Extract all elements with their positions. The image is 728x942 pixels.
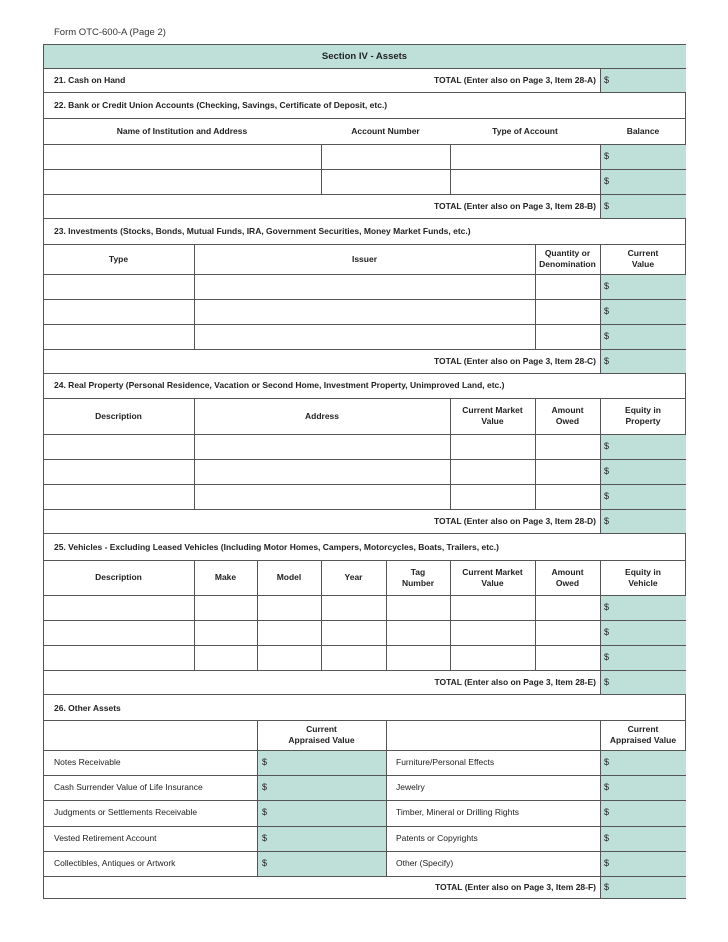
rule	[43, 670, 686, 671]
s25-total-label: TOTAL (Enter also on Page 3, Item 28-E)	[434, 676, 596, 687]
s23-header: Current Value	[627, 248, 659, 269]
form-id: Form OTC-600-A (Page 2)	[54, 27, 166, 38]
dollar-sign: $	[604, 782, 610, 792]
rule	[535, 244, 536, 349]
dollar-sign: $	[604, 602, 610, 612]
rule	[386, 720, 387, 876]
rule	[194, 560, 195, 670]
s23-header: Quantity or Denomination	[539, 248, 596, 269]
dollar-sign: $	[604, 306, 610, 316]
s23-value-field[interactable]	[601, 275, 686, 299]
rule	[43, 595, 686, 596]
rule	[43, 169, 686, 170]
dollar-sign: $	[604, 676, 610, 687]
s23-value-field[interactable]	[601, 300, 686, 324]
s22-total-field[interactable]	[601, 195, 686, 218]
rule	[600, 350, 601, 373]
rule	[600, 144, 601, 194]
s26-left-value-field[interactable]	[258, 852, 386, 876]
s25-total-field[interactable]	[601, 671, 686, 694]
s25-header: Year	[344, 572, 363, 582]
s24-header: Amount Owed	[551, 405, 584, 426]
s23-header: Type	[108, 253, 129, 264]
s25-header: Tag Number	[401, 566, 435, 588]
s26-right-item: Furniture/Personal Effects	[396, 757, 495, 767]
rule	[43, 324, 686, 325]
s26-total-field[interactable]	[601, 877, 686, 898]
dollar-sign: $	[604, 881, 610, 892]
s26-left-value-field[interactable]	[258, 801, 386, 826]
s26-left-item: Cash Surrender Value of Life Insurance	[54, 782, 203, 792]
s22-total-label: TOTAL (Enter also on Page 3, Item 28-B)	[433, 200, 596, 211]
dollar-sign: $	[262, 807, 268, 817]
s26-right-value-field[interactable]	[601, 776, 686, 800]
rule	[43, 620, 686, 621]
rule	[43, 144, 686, 145]
dollar-sign: $	[604, 757, 610, 767]
rule	[600, 877, 601, 898]
dollar-sign: $	[604, 858, 610, 868]
rule	[535, 398, 536, 509]
dollar-sign: $	[262, 833, 268, 843]
dollar-sign: $	[604, 491, 610, 501]
dollar-sign: $	[604, 355, 610, 366]
rule	[43, 645, 686, 646]
s25-header: Make	[214, 572, 237, 582]
rule	[43, 299, 686, 300]
dollar-sign: $	[604, 200, 610, 211]
s26-header-left-value: Current Appraised Value	[288, 724, 355, 745]
rule	[43, 194, 686, 195]
s25-title: 25. Vehicles - Excluding Leased Vehicles (Including Motor Homes, Campers, Motorcycles, Boats, Trailers, etc.)	[54, 542, 499, 552]
dollar-sign: $	[604, 466, 610, 476]
s26-header-right-value: Current Appraised Value	[609, 724, 677, 745]
rule	[600, 69, 601, 92]
s24-title: 24. Real Property (Personal Residence, Vacation or Second Home, Investment Property, Unimproved Land, etc.)	[54, 380, 505, 390]
dollar-sign: $	[262, 757, 268, 767]
s23-value-field[interactable]	[601, 325, 686, 349]
s23-title: 23. Investments (Stocks, Bonds, Mutual Funds, IRA, Government Securities, Money Market Funds, etc.)	[54, 226, 471, 236]
s21-total-field[interactable]	[601, 69, 686, 92]
dollar-sign: $	[604, 281, 610, 291]
rule	[43, 218, 686, 219]
s25-equity-field[interactable]	[601, 596, 686, 620]
dollar-sign: $	[604, 652, 610, 662]
dollar-sign: $	[604, 441, 610, 451]
s22-title: 22. Bank or Credit Union Accounts (Checking, Savings, Certificate of Deposit, etc.)	[54, 100, 388, 110]
s26-right-item: Jewelry	[396, 782, 425, 792]
s25-equity-field[interactable]	[601, 646, 686, 670]
s25-equity-field[interactable]	[601, 621, 686, 645]
section-title: Section IV - Assets	[321, 51, 408, 62]
s24-equity-field[interactable]	[601, 460, 686, 484]
s22-header: Balance	[626, 125, 660, 136]
s26-title: 26. Other Assets	[54, 703, 121, 713]
s24-header: Equity in Property	[625, 405, 661, 426]
rule	[535, 560, 536, 670]
dollar-sign: $	[604, 807, 610, 817]
rule	[321, 560, 322, 670]
dollar-sign: $	[604, 833, 610, 843]
rule	[43, 459, 686, 460]
s25-header: Amount Owed	[551, 566, 584, 588]
rule	[450, 144, 451, 194]
s22-header: Account Number	[351, 125, 420, 136]
rule	[43, 349, 686, 350]
s24-equity-field[interactable]	[601, 485, 686, 509]
rule	[43, 484, 686, 485]
rule	[321, 144, 322, 194]
s26-left-value-field[interactable]	[258, 751, 386, 775]
s24-header: Current Market Value	[462, 405, 523, 426]
rule	[194, 398, 195, 509]
s26-left-item: Vested Retirement Account	[54, 833, 157, 843]
dollar-sign: $	[604, 151, 610, 161]
s26-left-value-field[interactable]	[258, 776, 386, 800]
s23-total-field[interactable]	[601, 350, 686, 373]
s25-header: Current Market Value	[462, 566, 523, 588]
s24-header: Address	[304, 410, 339, 421]
rule	[43, 92, 686, 93]
rule	[43, 509, 686, 510]
s21-title: 21. Cash on Hand	[54, 75, 126, 85]
rule	[600, 510, 601, 533]
s26-right-value-field[interactable]	[601, 801, 686, 826]
s26-right-item: Timber, Mineral or Drilling Rights	[396, 807, 519, 817]
s25-header: Equity in Vehicle	[625, 566, 661, 588]
s22-header: Type of Account	[492, 125, 558, 136]
s26-left-item: Notes Receivable	[54, 757, 121, 767]
s26-total-label: TOTAL (Enter also on Page 3, Item 28-F)	[434, 881, 596, 892]
rule	[43, 876, 686, 877]
s26-right-item: Other (Specify)	[396, 858, 454, 868]
s26-right-item: Patents or Copyrights	[396, 833, 478, 843]
rule	[600, 671, 601, 694]
s24-equity-field[interactable]	[601, 435, 686, 459]
dollar-sign: $	[604, 74, 610, 85]
dollar-sign: $	[604, 176, 610, 186]
rule	[43, 434, 686, 435]
rule	[43, 68, 686, 69]
rule	[600, 195, 601, 218]
s24-header: Description	[95, 410, 142, 421]
s22-header: Name of Institution and Address	[116, 125, 248, 136]
rule	[257, 560, 258, 670]
s23-total-label: TOTAL (Enter also on Page 3, Item 28-C)	[433, 355, 596, 366]
rule	[194, 244, 195, 349]
s26-left-value-field[interactable]	[258, 827, 386, 851]
s23-header: Issuer	[351, 253, 378, 264]
dollar-sign: $	[604, 627, 610, 637]
rule	[386, 560, 387, 670]
dollar-sign: $	[604, 331, 610, 341]
dollar-sign: $	[604, 515, 610, 526]
rule	[43, 373, 686, 374]
rule	[43, 694, 686, 695]
s26-left-item: Judgments or Settlements Receivable	[54, 807, 198, 817]
s25-header: Description	[95, 572, 142, 582]
rule	[450, 560, 451, 670]
s24-total-field[interactable]	[601, 510, 686, 533]
s26-right-value-field[interactable]	[601, 751, 686, 775]
s26-left-item: Collectibles, Antiques or Artwork	[54, 858, 176, 868]
s26-right-value-field[interactable]	[601, 852, 686, 876]
rule	[43, 533, 686, 534]
s21-total-label: TOTAL (Enter also on Page 3, Item 28-A)	[433, 74, 596, 85]
dollar-sign: $	[262, 858, 268, 868]
s22-balance-field[interactable]	[601, 145, 686, 169]
rule	[450, 398, 451, 509]
s26-right-value-field[interactable]	[601, 827, 686, 851]
s22-balance-field[interactable]	[601, 170, 686, 194]
dollar-sign: $	[262, 782, 268, 792]
rule	[43, 274, 686, 275]
s24-total-label: TOTAL (Enter also on Page 3, Item 28-D)	[433, 515, 596, 526]
s25-header: Model	[276, 572, 302, 582]
